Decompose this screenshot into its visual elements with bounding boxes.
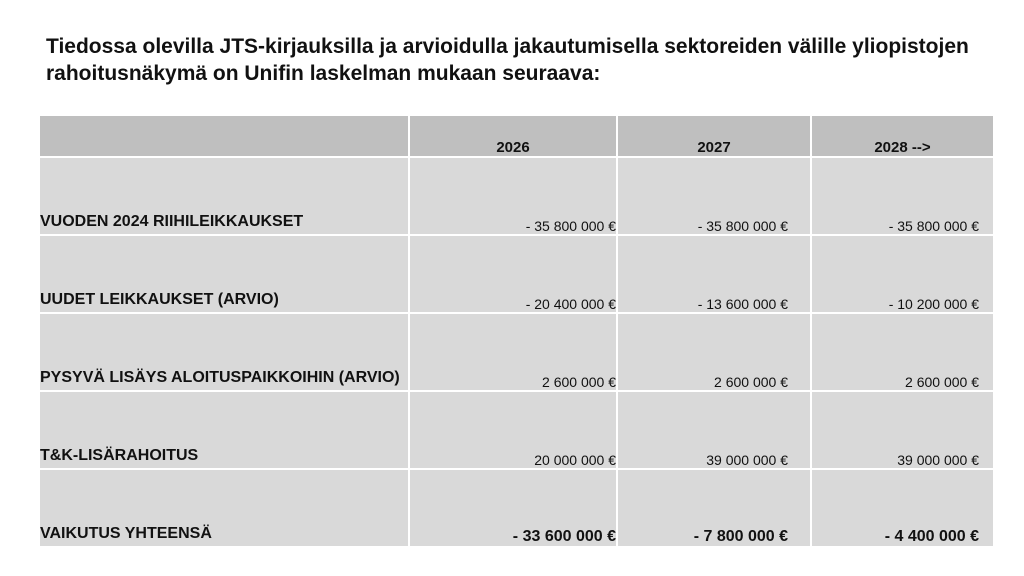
value-2026: - 35 800 000 €	[409, 157, 617, 235]
value-2027: - 13 600 000 €	[617, 235, 811, 313]
row-label: VUODEN 2024 RIIHILEIKKAUKSET	[39, 157, 409, 235]
total-2026: - 33 600 000 €	[409, 469, 617, 547]
row-label: T&K-LISÄRAHOITUS	[39, 391, 409, 469]
value-2028: 39 000 000 €	[811, 391, 994, 469]
funding-table	[38, 114, 995, 548]
value-2027: 2 600 000 €	[617, 313, 811, 391]
slide-title: Tiedossa olevilla JTS-kirjauksilla ja arvioidulla jakautumisella sektoreiden välille yliopistojen rahoitusnäkymä on Unifin laskelman mukaan seuraava:	[46, 35, 969, 85]
table-row	[39, 235, 994, 313]
row-label: PYSYVÄ LISÄYS ALOITUSPAIKKOIHIN (ARVIO)	[39, 313, 409, 391]
table-header-row	[39, 115, 994, 157]
row-label: UUDET LEIKKAUKSET (ARVIO)	[39, 235, 409, 313]
value-2028: 2 600 000 €	[811, 313, 994, 391]
total-2027: - 7 800 000 €	[617, 469, 811, 547]
total-label: VAIKUTUS YHTEENSÄ	[39, 469, 409, 547]
header-label-cell	[39, 115, 409, 157]
value-2028: - 35 800 000 €	[811, 157, 994, 235]
table-row	[39, 391, 994, 469]
value-2028: - 10 200 000 €	[811, 235, 994, 313]
header-2028: 2028 -->	[811, 115, 994, 157]
value-2027: - 35 800 000 €	[617, 157, 811, 235]
value-2027: 39 000 000 €	[617, 391, 811, 469]
table-row	[39, 157, 994, 235]
table-total-row	[39, 469, 994, 547]
value-2026: 2 600 000 €	[409, 313, 617, 391]
header-2027: 2027	[617, 115, 811, 157]
header-2026: 2026	[409, 115, 617, 157]
table-row	[39, 313, 994, 391]
value-2026: 20 000 000 €	[409, 391, 617, 469]
value-2026: - 20 400 000 €	[409, 235, 617, 313]
total-2028: - 4 400 000 €	[811, 469, 994, 547]
